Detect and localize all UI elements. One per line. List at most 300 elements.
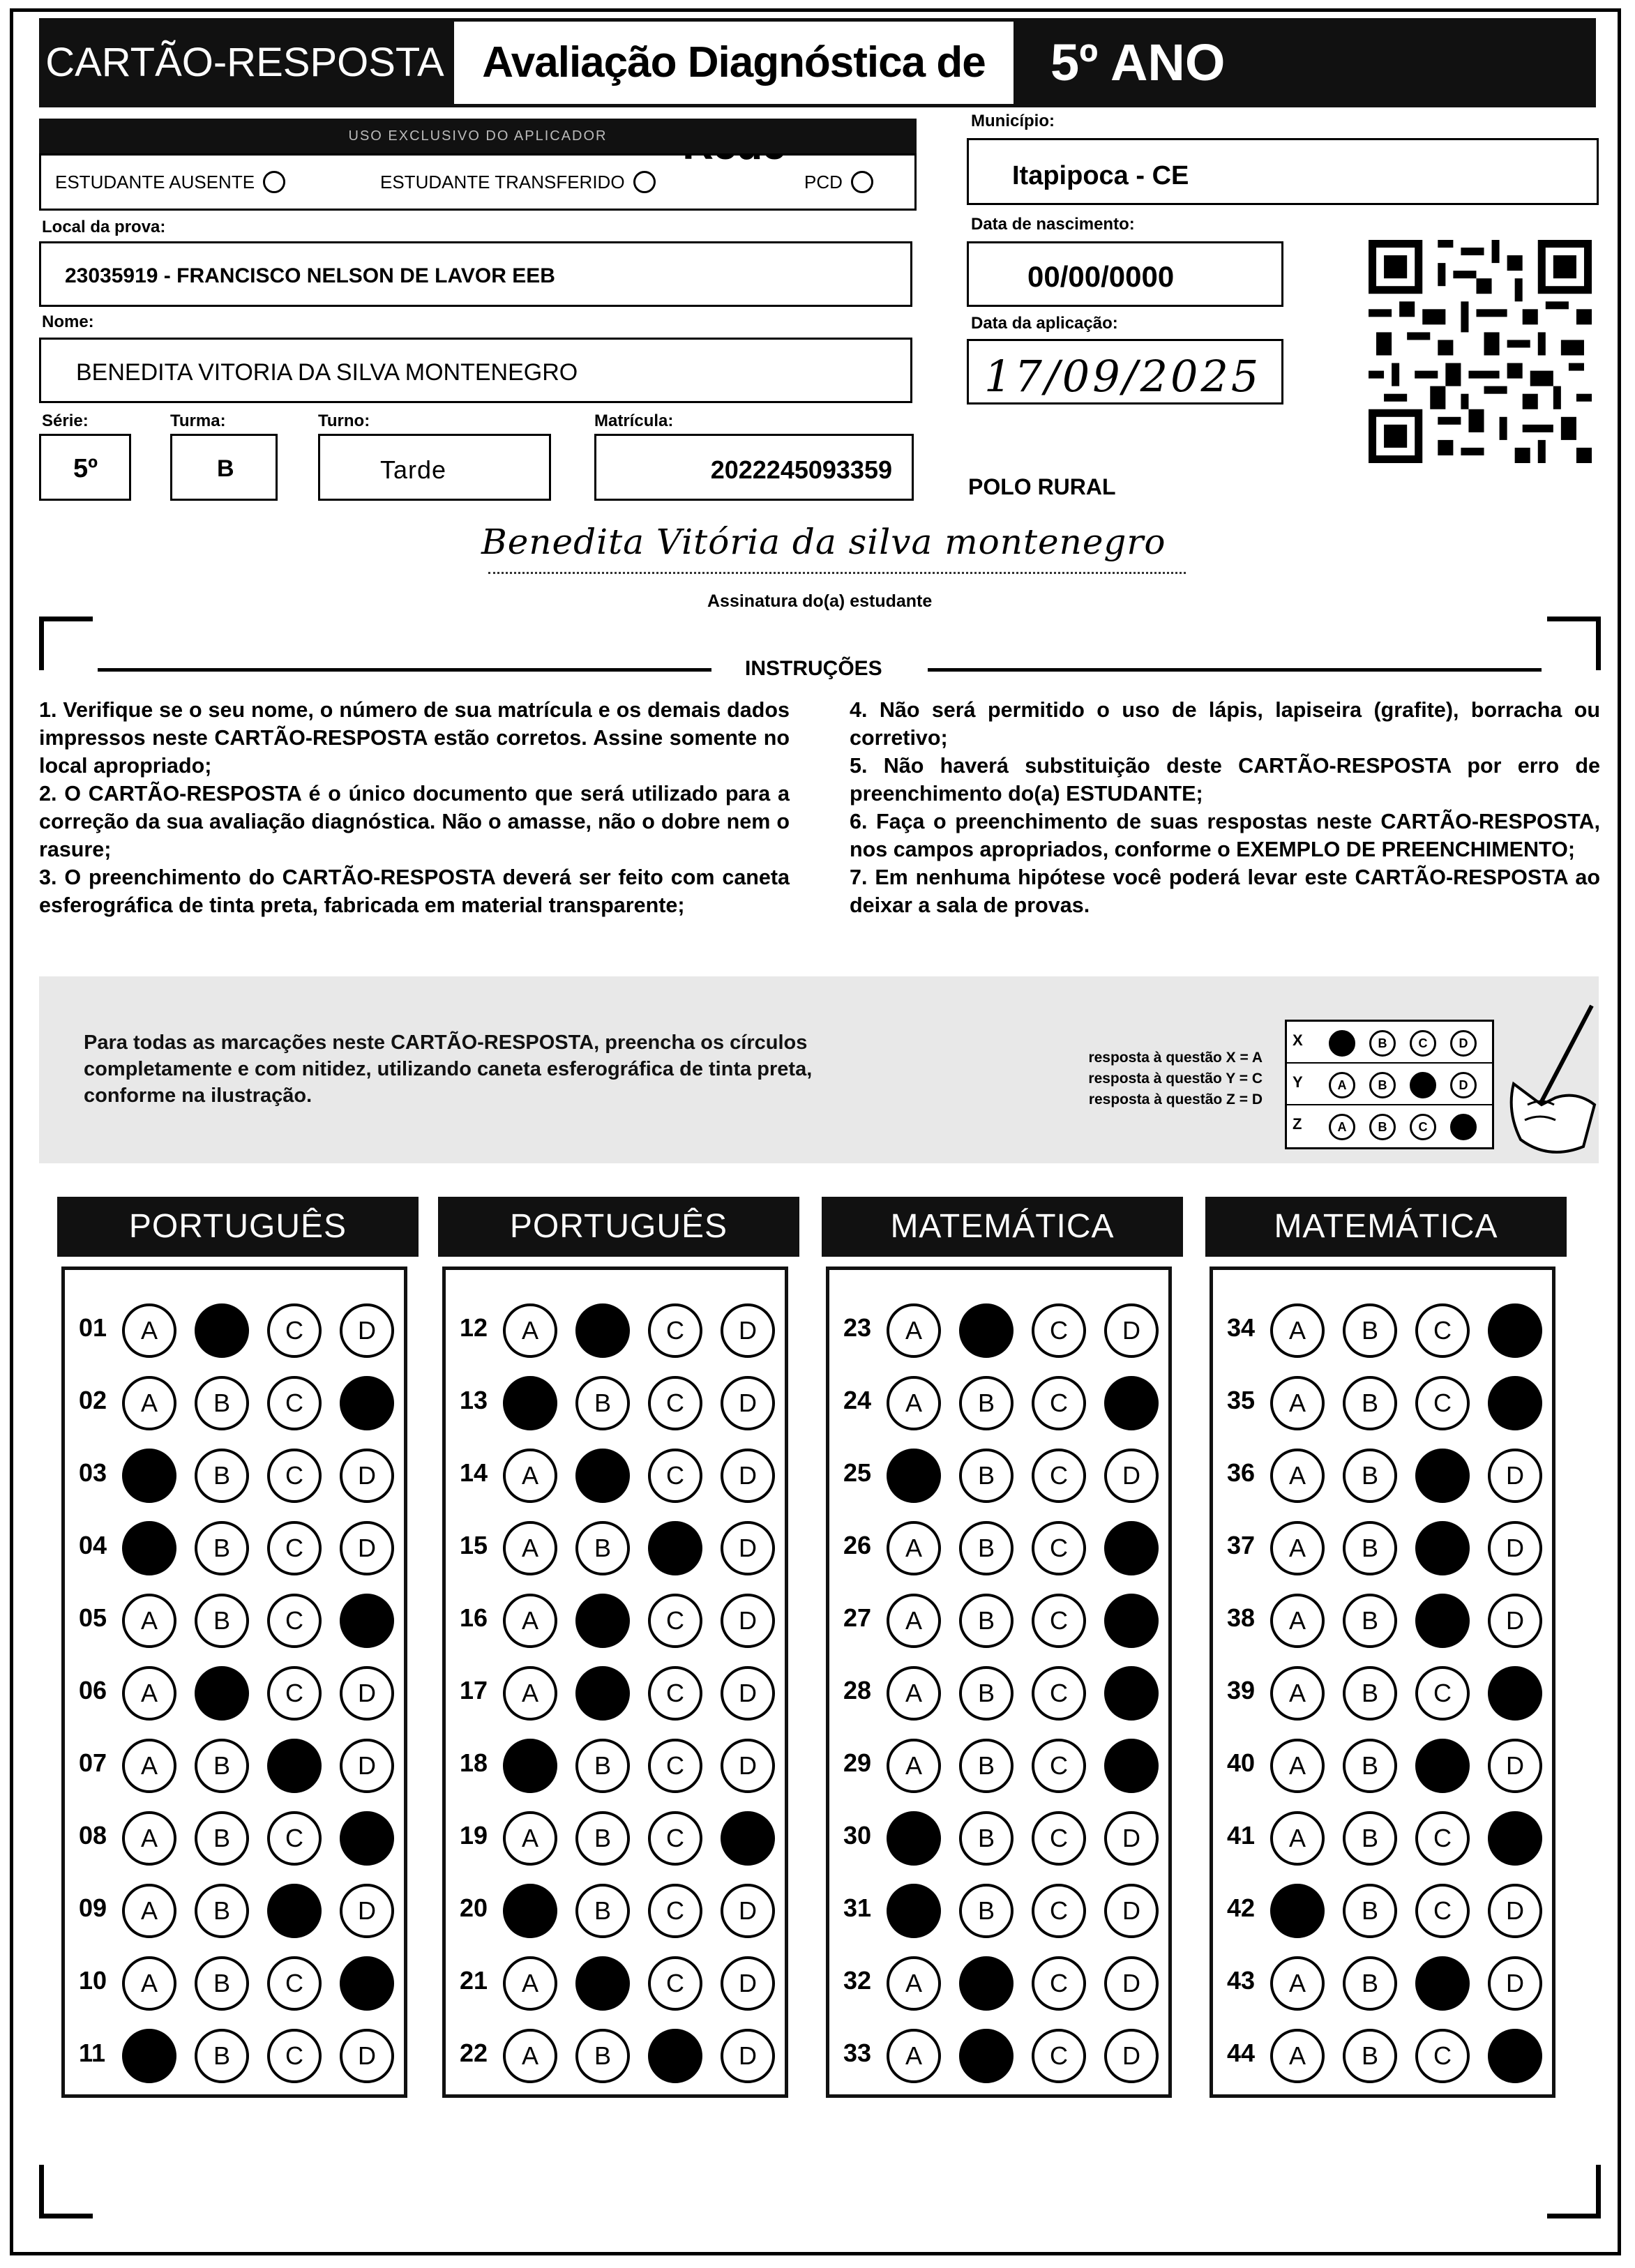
answer-bubble-b[interactable]: B (195, 2029, 249, 2083)
question-row (446, 1730, 785, 1793)
corner-mark-top-left (39, 617, 93, 670)
instructions-title: INSTRUÇÕES (737, 657, 891, 681)
answer-bubble-d[interactable]: D (721, 2029, 775, 2083)
turma-value: B (217, 455, 234, 482)
answer-bubble-c[interactable]: C (1032, 1303, 1086, 1358)
answer-bubble-d[interactable]: D (340, 1956, 394, 2011)
answer-bubble-b[interactable]: B (575, 1521, 630, 1575)
answer-bubble-a[interactable]: A (1270, 1303, 1325, 1358)
instruction-1: 1. Verifique se o seu nome, o número de sua matrícula e os demais dados impressos neste CARTÃO-RESPOSTA estão corretos. Assine somente no local apropriado; (39, 698, 790, 778)
answer-bubble-d[interactable]: D (1488, 1594, 1542, 1648)
pcd-option[interactable] (804, 171, 873, 193)
answer-bubble-b[interactable]: B (1343, 1666, 1397, 1721)
answer-bubble-d[interactable]: D (1104, 1739, 1159, 1793)
answer-bubble-d[interactable]: D (340, 1739, 394, 1793)
answer-bubble-a[interactable]: A (887, 1449, 941, 1503)
answer-bubble-c[interactable]: C (648, 1449, 702, 1503)
answer-bubble-b[interactable]: B (195, 1521, 249, 1575)
applicator-box (39, 153, 917, 211)
answer-bubble-c[interactable]: C (1032, 1956, 1086, 2011)
answer-bubble-b[interactable]: B (575, 1376, 630, 1430)
answer-bubble-c[interactable]: C (1032, 1594, 1086, 1648)
answer-bubble-c[interactable]: C (267, 1449, 322, 1503)
question-number: 05 (79, 1603, 107, 1632)
answer-bubble-a[interactable]: A (887, 1739, 941, 1793)
local-value: 23035919 - FRANCISCO NELSON DE LAVOR EEB (65, 264, 555, 287)
question-number: 36 (1227, 1458, 1256, 1487)
hand-pen-icon (1500, 1000, 1597, 1161)
answer-bubble-c[interactable]: C (1415, 1594, 1470, 1648)
question-row (829, 1440, 1168, 1503)
corner-mark-bottom-left (39, 2165, 93, 2218)
answer-bubble-c[interactable]: C (1415, 1811, 1470, 1866)
local-label: Local da prova: (42, 218, 166, 236)
answer-bubble-d[interactable]: D (1104, 1811, 1159, 1866)
answer-bubble-d[interactable]: D (340, 1666, 394, 1721)
nascimento-label: Data de nascimento: (971, 215, 1135, 234)
question-number: 25 (843, 1458, 872, 1487)
answer-bubble-a[interactable]: A (503, 1739, 557, 1793)
answer-bubble-d[interactable]: D (1488, 1739, 1542, 1793)
example-bubble-c: C (1410, 1072, 1436, 1098)
answer-bubble-b[interactable]: B (1343, 1521, 1397, 1575)
answer-bubble-d[interactable]: D (340, 2029, 394, 2083)
question-row (1213, 1658, 1552, 1721)
answer-bubble-a[interactable]: A (1270, 1666, 1325, 1721)
instruction-3: 3. O preenchimento do CARTÃO-RESPOSTA deverá ser feito com caneta esferográfica de tinta preta, fabricada em material transparente; (39, 865, 790, 917)
answer-bubble-c[interactable]: C (267, 1739, 322, 1793)
answer-bubble-c[interactable]: C (1415, 1739, 1470, 1793)
answer-bubble-a[interactable]: A (122, 2029, 176, 2083)
answer-bubble-a[interactable]: A (503, 1521, 557, 1575)
answer-bubble-a[interactable]: A (503, 1303, 557, 1358)
question-row (829, 1513, 1168, 1575)
answer-bubble-a[interactable]: A (503, 1666, 557, 1721)
answer-bubble-d[interactable]: D (721, 1739, 775, 1793)
answer-bubble-c[interactable]: C (1032, 1666, 1086, 1721)
subject-header: MATEMÁTICA (822, 1197, 1183, 1257)
answer-bubble-b[interactable]: B (959, 1956, 1014, 2011)
answer-column (442, 1267, 788, 2098)
answer-bubble-d[interactable]: D (1488, 1303, 1542, 1358)
instructions-rule-right (928, 668, 1542, 672)
answer-bubble-d[interactable]: D (721, 1884, 775, 1938)
example-answers (1025, 1048, 1263, 1110)
answer-bubble-d[interactable]: D (1488, 1376, 1542, 1430)
answer-bubble-b[interactable]: B (959, 1449, 1014, 1503)
answer-bubble-b[interactable]: B (575, 1811, 630, 1866)
name-field (39, 338, 912, 403)
answer-bubble-d[interactable]: D (721, 1594, 775, 1648)
answer-bubble-d[interactable]: D (340, 1303, 394, 1358)
answer-bubble-c[interactable]: C (1415, 1956, 1470, 2011)
answer-bubble-b[interactable]: B (575, 1303, 630, 1358)
question-row (829, 1585, 1168, 1648)
question-number: 09 (79, 1893, 107, 1922)
answer-bubble-d[interactable]: D (721, 1376, 775, 1430)
answer-bubble-a[interactable]: A (503, 2029, 557, 2083)
answer-bubble-c[interactable]: C (648, 1739, 702, 1793)
answer-bubble-c[interactable]: C (1032, 1521, 1086, 1575)
question-row (446, 2020, 785, 2083)
question-row (446, 1948, 785, 2011)
name-label: Nome: (42, 312, 94, 331)
answer-bubble-c[interactable]: C (1032, 1739, 1086, 1793)
answer-bubble-c[interactable]: C (267, 1884, 322, 1938)
answer-bubble-a[interactable]: A (1270, 1739, 1325, 1793)
question-number: 13 (460, 1386, 488, 1414)
question-number: 08 (79, 1821, 107, 1850)
example-bubble-c: C (1410, 1114, 1436, 1140)
question-row (829, 2020, 1168, 2083)
transferred-option[interactable] (380, 171, 656, 193)
answer-bubble-a[interactable]: A (1270, 1594, 1325, 1648)
instruction-6: 6. Faça o preenchimento de suas respostas neste CARTÃO-RESPOSTA, nos campos apropriados, conforme o EXEMPLO DE PREENCHIMENTO; (850, 810, 1600, 861)
question-row (829, 1295, 1168, 1358)
exam-title: Avaliação Diagnóstica de (451, 18, 1017, 107)
answer-bubble-c[interactable]: C (1032, 1449, 1086, 1503)
answer-bubble-a[interactable]: A (122, 1811, 176, 1866)
example-row (1287, 1064, 1492, 1105)
answer-bubble-c[interactable]: C (648, 1811, 702, 1866)
question-row (1213, 1730, 1552, 1793)
question-row (829, 1730, 1168, 1793)
question-number: 32 (843, 1966, 872, 1995)
answer-bubble-a[interactable]: A (503, 1449, 557, 1503)
answer-bubble-a[interactable]: A (887, 1956, 941, 2011)
instructions-right (850, 696, 1600, 919)
answer-bubble-b[interactable]: B (195, 1956, 249, 2011)
answer-bubble-a[interactable]: A (887, 1666, 941, 1721)
question-row (446, 1803, 785, 1866)
answer-bubble-c[interactable]: C (267, 1811, 322, 1866)
answer-bubble-c[interactable]: C (267, 1376, 322, 1430)
answer-bubble-d[interactable]: D (1104, 1449, 1159, 1503)
answer-bubble-c[interactable]: C (648, 1521, 702, 1575)
answer-bubble-d[interactable]: D (721, 1956, 775, 2011)
answer-bubble-d[interactable]: D (1104, 1956, 1159, 2011)
question-number: 11 (79, 2039, 106, 2067)
question-row (829, 1875, 1168, 1938)
answer-bubble-a[interactable]: A (1270, 1811, 1325, 1866)
answer-bubble-a[interactable]: A (503, 1811, 557, 1866)
answer-bubble-b[interactable]: B (959, 1594, 1014, 1648)
example-bubble-a: A (1329, 1030, 1355, 1057)
question-row (446, 1368, 785, 1430)
question-number: 26 (843, 1531, 872, 1559)
question-number: 24 (843, 1386, 872, 1414)
answer-bubble-d[interactable]: D (1488, 1666, 1542, 1721)
answer-bubble-d[interactable]: D (721, 1811, 775, 1866)
question-number: 43 (1227, 1966, 1256, 1995)
question-number: 39 (1227, 1676, 1256, 1704)
answer-bubble-c[interactable]: C (648, 1594, 702, 1648)
answer-bubble-d[interactable]: D (1104, 1594, 1159, 1648)
answer-bubble-d[interactable]: D (340, 1521, 394, 1575)
answer-bubble-a[interactable]: A (887, 2029, 941, 2083)
answer-bubble-c[interactable]: C (1032, 1884, 1086, 1938)
answer-bubble-c[interactable]: C (1415, 1884, 1470, 1938)
absent-label: ESTUDANTE AUSENTE (55, 171, 255, 192)
answer-bubble-d[interactable]: D (340, 1884, 394, 1938)
answer-bubble-d[interactable]: D (1488, 2029, 1542, 2083)
answer-bubble-a[interactable]: A (887, 1521, 941, 1575)
answer-bubble-b[interactable]: B (575, 1594, 630, 1648)
answer-bubble-b[interactable]: B (575, 1449, 630, 1503)
answer-bubble-c[interactable]: C (1415, 1303, 1470, 1358)
answer-bubble-d[interactable]: D (1488, 1449, 1542, 1503)
example-question-letter: X (1293, 1031, 1303, 1049)
answer-bubble-d[interactable]: D (340, 1376, 394, 1430)
answer-bubble-b[interactable]: B (575, 2029, 630, 2083)
answer-bubble-c[interactable]: C (648, 1956, 702, 2011)
answer-bubble-d[interactable]: D (1104, 2029, 1159, 2083)
instructions-left (39, 696, 790, 919)
answer-bubble-b[interactable]: B (195, 1884, 249, 1938)
answer-bubble-c[interactable]: C (1415, 2029, 1470, 2083)
answer-bubble-b[interactable]: B (195, 1303, 249, 1358)
question-number: 29 (843, 1748, 872, 1777)
corner-mark-bottom-right (1547, 2165, 1601, 2218)
answer-bubble-a[interactable]: A (122, 1956, 176, 2011)
example-answer-z: resposta à questão Z = D (1088, 1091, 1263, 1107)
answer-bubble-c[interactable]: C (1415, 1521, 1470, 1575)
question-row (446, 1585, 785, 1648)
question-number: 44 (1227, 2039, 1256, 2067)
answer-bubble-b[interactable]: B (959, 1884, 1014, 1938)
applicator-bar: USO EXCLUSIVO DO APLICADOR (39, 119, 917, 153)
answer-bubble-c[interactable]: C (267, 1521, 322, 1575)
question-number: 30 (843, 1821, 872, 1850)
answer-bubble-d[interactable]: D (1488, 1956, 1542, 2011)
example-bubble-d: D (1450, 1114, 1477, 1140)
answer-bubble-c[interactable]: C (1415, 1376, 1470, 1430)
answer-bubble-b[interactable]: B (959, 1811, 1014, 1866)
question-row (65, 1368, 404, 1430)
answer-bubble-b[interactable]: B (1343, 1811, 1397, 1866)
answer-bubble-b[interactable]: B (1343, 1956, 1397, 2011)
card-title: CARTÃO-RESPOSTA (39, 18, 451, 107)
example-answer-x: resposta à questão X = A (1088, 1050, 1263, 1066)
question-number: 31 (843, 1893, 872, 1922)
question-row (829, 1948, 1168, 2011)
answer-bubble-c[interactable]: C (1032, 1376, 1086, 1430)
answer-bubble-b[interactable]: B (575, 1739, 630, 1793)
answer-bubble-b[interactable]: B (195, 1449, 249, 1503)
answer-bubble-a[interactable]: A (887, 1594, 941, 1648)
answer-bubble-d[interactable]: D (1488, 1884, 1542, 1938)
answer-bubble-d[interactable]: D (340, 1594, 394, 1648)
answer-bubble-a[interactable]: A (887, 1376, 941, 1430)
answer-bubble-a[interactable]: A (1270, 1376, 1325, 1430)
example-bubble-b: B (1369, 1072, 1396, 1098)
answer-bubble-d[interactable]: D (1488, 1811, 1542, 1866)
example-question-letter: Z (1293, 1115, 1302, 1133)
answer-bubble-b[interactable]: B (195, 1666, 249, 1721)
answer-bubble-c[interactable]: C (1032, 1811, 1086, 1866)
answer-bubble-a[interactable]: A (887, 1303, 941, 1358)
name-value: BENEDITA VITORIA DA SILVA MONTENEGRO (76, 359, 578, 386)
answer-bubble-b[interactable]: B (959, 1521, 1014, 1575)
answer-bubble-c[interactable]: C (648, 1884, 702, 1938)
serie-field (39, 434, 131, 501)
example-bubble-b: B (1369, 1114, 1396, 1140)
answer-bubble-a[interactable]: A (503, 1956, 557, 2011)
answer-bubble-b[interactable]: B (575, 1884, 630, 1938)
answer-bubble-d[interactable]: D (1104, 1884, 1159, 1938)
answer-bubble-a[interactable]: A (122, 1884, 176, 1938)
answer-bubble-c[interactable]: C (267, 2029, 322, 2083)
answer-bubble-b[interactable]: B (1343, 1739, 1397, 1793)
question-row (446, 1875, 785, 1938)
answer-bubble-c[interactable]: C (1415, 1666, 1470, 1721)
answer-bubble-b[interactable]: B (1343, 1594, 1397, 1648)
subject-header: MATEMÁTICA (1205, 1197, 1567, 1257)
example-bubble-b: B (1369, 1030, 1396, 1057)
answer-bubble-a[interactable]: A (1270, 1884, 1325, 1938)
answer-bubble-b[interactable]: B (959, 1739, 1014, 1793)
question-number: 07 (79, 1748, 107, 1777)
question-number: 17 (460, 1676, 488, 1704)
answer-bubble-c[interactable]: C (648, 1666, 702, 1721)
answer-bubble-d[interactable]: D (721, 1521, 775, 1575)
question-number: 27 (843, 1603, 872, 1632)
question-row (1213, 1295, 1552, 1358)
answer-column (1210, 1267, 1555, 2098)
question-row (446, 1440, 785, 1503)
question-number: 12 (460, 1313, 488, 1342)
example-bubble-a: A (1329, 1072, 1355, 1098)
answer-bubble-c[interactable]: C (267, 1303, 322, 1358)
question-number: 04 (79, 1531, 107, 1559)
answer-bubble-d[interactable]: D (721, 1666, 775, 1721)
answer-bubble-a[interactable]: A (122, 1449, 176, 1503)
answer-bubble-a[interactable]: A (503, 1884, 557, 1938)
answer-bubble-c[interactable]: C (267, 1956, 322, 2011)
answer-bubble-a[interactable]: A (1270, 1956, 1325, 2011)
answer-bubble-a[interactable]: A (1270, 1521, 1325, 1575)
question-row (1213, 1513, 1552, 1575)
answer-bubble-a[interactable]: A (887, 1811, 941, 1866)
answer-bubble-c[interactable]: C (267, 1594, 322, 1648)
answer-column (826, 1267, 1172, 2098)
serie-label: Série: (42, 411, 89, 430)
matricula-field (594, 434, 914, 501)
instructions-rule-left (98, 668, 711, 672)
answer-bubble-c[interactable]: C (648, 1376, 702, 1430)
pcd-bubble[interactable] (851, 171, 873, 193)
question-number: 28 (843, 1676, 872, 1704)
question-row (65, 1730, 404, 1793)
question-row (65, 1875, 404, 1938)
answer-bubble-a[interactable]: A (1270, 2029, 1325, 2083)
question-row (446, 1513, 785, 1575)
answer-bubble-d[interactable]: D (1104, 1303, 1159, 1358)
answer-bubble-a[interactable]: A (503, 1594, 557, 1648)
answer-bubble-b[interactable]: B (959, 1376, 1014, 1430)
example-row (1287, 1105, 1492, 1147)
answer-bubble-d[interactable]: D (340, 1449, 394, 1503)
answer-bubble-c[interactable]: C (267, 1666, 322, 1721)
answer-bubble-c[interactable]: C (648, 1303, 702, 1358)
example-bubble-c: C (1410, 1030, 1436, 1057)
answer-bubble-b[interactable]: B (1343, 1449, 1397, 1503)
aplicacao-label: Data da aplicação: (971, 314, 1118, 333)
answer-bubble-d[interactable]: D (1488, 1521, 1542, 1575)
matricula-value: 2022245093359 (710, 455, 892, 484)
example-answer-y: resposta à questão Y = C (1088, 1071, 1263, 1087)
answer-bubble-b[interactable]: B (195, 1376, 249, 1430)
question-number: 37 (1227, 1531, 1256, 1559)
answer-bubble-d[interactable]: D (1104, 1376, 1159, 1430)
turma-field (170, 434, 278, 501)
absent-bubble[interactable] (263, 171, 285, 193)
answer-bubble-a[interactable]: A (1270, 1449, 1325, 1503)
municipio-field (967, 138, 1599, 205)
answer-bubble-b[interactable]: B (195, 1811, 249, 1866)
answer-bubble-b[interactable]: B (1343, 1303, 1397, 1358)
answer-bubble-d[interactable]: D (1104, 1521, 1159, 1575)
answer-bubble-d[interactable]: D (1104, 1666, 1159, 1721)
answer-bubble-c[interactable]: C (1032, 2029, 1086, 2083)
answer-bubble-b[interactable]: B (1343, 1884, 1397, 1938)
example-text: Para todas as marcações neste CARTÃO-RESPOSTA, preencha os círculos completamente e com nitidez, utilizando caneta esferográfica de tinta preta, conforme na ilustração. (84, 1031, 813, 1107)
answer-bubble-b[interactable]: B (959, 1303, 1014, 1358)
answer-column (61, 1267, 407, 2098)
answer-bubble-a[interactable]: A (122, 1666, 176, 1721)
answer-bubble-b[interactable]: B (575, 1956, 630, 2011)
answer-bubble-a[interactable]: A (122, 1376, 176, 1430)
turno-value: Tarde (380, 455, 447, 484)
answer-bubble-d[interactable]: D (340, 1811, 394, 1866)
instruction-4: 4. Não será permitido o uso de lápis, lapiseira (grafite), borracha ou corretivo; (850, 698, 1600, 750)
answer-bubble-a[interactable]: A (122, 1739, 176, 1793)
answer-bubble-a[interactable]: A (122, 1521, 176, 1575)
answer-bubble-d[interactable]: D (721, 1449, 775, 1503)
answer-bubble-a[interactable]: A (122, 1594, 176, 1648)
question-row (1213, 1803, 1552, 1866)
answer-bubble-b[interactable]: B (1343, 2029, 1397, 2083)
answer-bubble-c[interactable]: C (1415, 1449, 1470, 1503)
aplicacao-value: 17/09/2025 (984, 351, 1262, 402)
answer-bubble-b[interactable]: B (959, 1666, 1014, 1721)
question-number: 16 (460, 1603, 488, 1632)
instruction-7: 7. Em nenhuma hipótese você poderá levar este CARTÃO-RESPOSTA ao deixar a sala de provas. (850, 865, 1600, 917)
answer-bubble-c[interactable]: C (648, 2029, 702, 2083)
question-row (1213, 1440, 1552, 1503)
instruction-2: 2. O CARTÃO-RESPOSTA é o único documento que será utilizado para a correção da sua avaliação diagnóstica. Não o amasse, não o dobre nem o rasure; (39, 782, 790, 861)
instruction-5: 5. Não haverá substituição deste CARTÃO-RESPOSTA por erro de preenchimento do(a) ESTUDANTE; (850, 754, 1600, 806)
answer-bubble-a[interactable]: A (122, 1303, 176, 1358)
answer-bubble-b[interactable]: B (575, 1666, 630, 1721)
question-row (829, 1803, 1168, 1866)
question-number: 14 (460, 1458, 488, 1487)
answer-bubble-b[interactable]: B (195, 1739, 249, 1793)
answer-bubble-a[interactable]: A (503, 1376, 557, 1430)
question-row (65, 1803, 404, 1866)
transferred-bubble[interactable] (633, 171, 656, 193)
answer-bubble-b[interactable]: B (959, 2029, 1014, 2083)
nascimento-value: 00/00/0000 (1027, 260, 1175, 293)
absent-option[interactable] (55, 171, 285, 193)
pcd-label: PCD (804, 171, 843, 192)
answer-bubble-a[interactable]: A (887, 1884, 941, 1938)
municipio-label: Município: (971, 112, 1055, 130)
answer-bubble-b[interactable]: B (1343, 1376, 1397, 1430)
answer-bubble-b[interactable]: B (195, 1594, 249, 1648)
answer-bubble-d[interactable]: D (721, 1303, 775, 1358)
question-row (65, 1948, 404, 2011)
